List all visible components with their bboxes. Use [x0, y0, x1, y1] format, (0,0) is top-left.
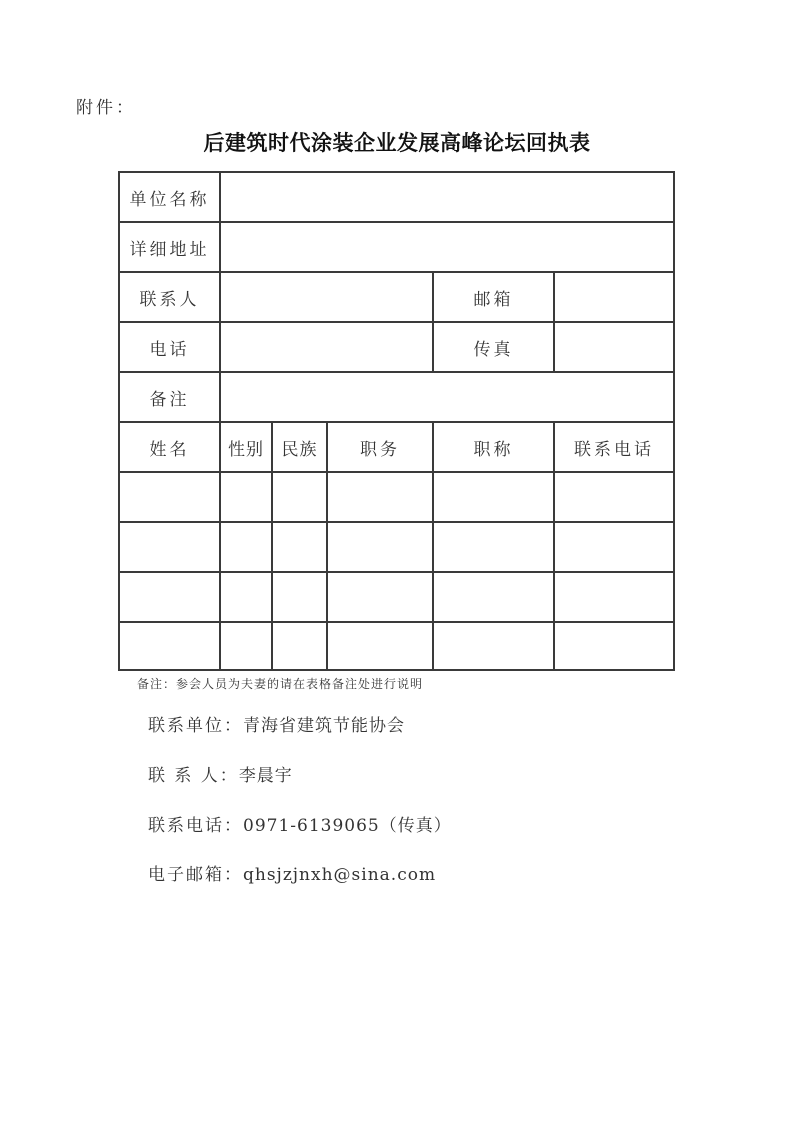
- unit-name-field[interactable]: [221, 173, 673, 223]
- contact-org-value: 青海省建筑节能协会: [243, 716, 405, 736]
- address-field[interactable]: [221, 223, 673, 273]
- phone-field[interactable]: [221, 323, 434, 373]
- contact-phone-line: [148, 811, 452, 836]
- address-label: 详细地址: [120, 223, 221, 273]
- attendee-1-title[interactable]: [434, 473, 555, 523]
- attendee-2-gender[interactable]: [221, 523, 273, 573]
- attendee-3-gender[interactable]: [221, 573, 273, 623]
- page-title: 后建筑时代涂装企业发展高峰论坛回执表: [203, 130, 591, 155]
- attendee-4-phone[interactable]: [555, 623, 673, 669]
- column-header-phone: 联系电话: [555, 423, 673, 473]
- attendee-3-ethnicity[interactable]: [273, 573, 328, 623]
- phone-label: 电话: [120, 323, 221, 373]
- table-footnote: 备注：参会人员为夫妻的请在表格备注处进行说明: [137, 677, 424, 691]
- contact-person-value: 李晨宇: [238, 766, 293, 786]
- contact-person-label: 联系人: [120, 273, 221, 323]
- attendee-1-position[interactable]: [328, 473, 434, 523]
- fax-label: 传真: [434, 323, 555, 373]
- attendee-2-name[interactable]: [120, 523, 221, 573]
- contact-email-value: qhsjzjnxh@sina.com: [243, 865, 437, 885]
- attachment-label: 附件：: [76, 98, 136, 118]
- contact-email-label: 电子邮箱：: [148, 865, 243, 885]
- contact-person-label: 联 系 人：: [148, 766, 239, 786]
- attendee-3-phone[interactable]: [555, 573, 673, 623]
- attendee-2-phone[interactable]: [555, 523, 673, 573]
- attendee-2-position[interactable]: [328, 523, 434, 573]
- column-header-title: 职称: [434, 423, 555, 473]
- contact-person-field[interactable]: [221, 273, 434, 323]
- attendee-1-phone[interactable]: [555, 473, 673, 523]
- column-header-ethnicity: 民族: [273, 423, 328, 473]
- email-field[interactable]: [555, 273, 673, 323]
- contact-org-line: [148, 711, 405, 736]
- email-label: 邮箱: [434, 273, 555, 323]
- contact-person-line: [148, 761, 293, 786]
- attendee-4-name[interactable]: [120, 623, 221, 669]
- attendee-2-ethnicity[interactable]: [273, 523, 328, 573]
- registration-form-table: [118, 171, 675, 671]
- contact-org-label: 联系单位：: [148, 716, 243, 736]
- attendee-3-name[interactable]: [120, 573, 221, 623]
- column-header-position: 职务: [328, 423, 434, 473]
- contact-phone-label: 联系电话：: [148, 816, 243, 836]
- attendee-1-name[interactable]: [120, 473, 221, 523]
- unit-name-label: 单位名称: [120, 173, 221, 223]
- attendee-3-title[interactable]: [434, 573, 555, 623]
- attendee-4-position[interactable]: [328, 623, 434, 669]
- column-header-gender: 性别: [221, 423, 273, 473]
- contact-email-line: [148, 860, 436, 885]
- column-header-name: 姓名: [120, 423, 221, 473]
- attendee-4-ethnicity[interactable]: [273, 623, 328, 669]
- remarks-label: 备注: [120, 373, 221, 423]
- attendee-4-title[interactable]: [434, 623, 555, 669]
- contact-phone-value: 0971-6139065（传真）: [243, 816, 452, 836]
- fax-field[interactable]: [555, 323, 673, 373]
- attendee-1-gender[interactable]: [221, 473, 273, 523]
- remarks-field[interactable]: [221, 373, 673, 423]
- attendee-4-gender[interactable]: [221, 623, 273, 669]
- attendee-3-position[interactable]: [328, 573, 434, 623]
- attendee-2-title[interactable]: [434, 523, 555, 573]
- attendee-1-ethnicity[interactable]: [273, 473, 328, 523]
